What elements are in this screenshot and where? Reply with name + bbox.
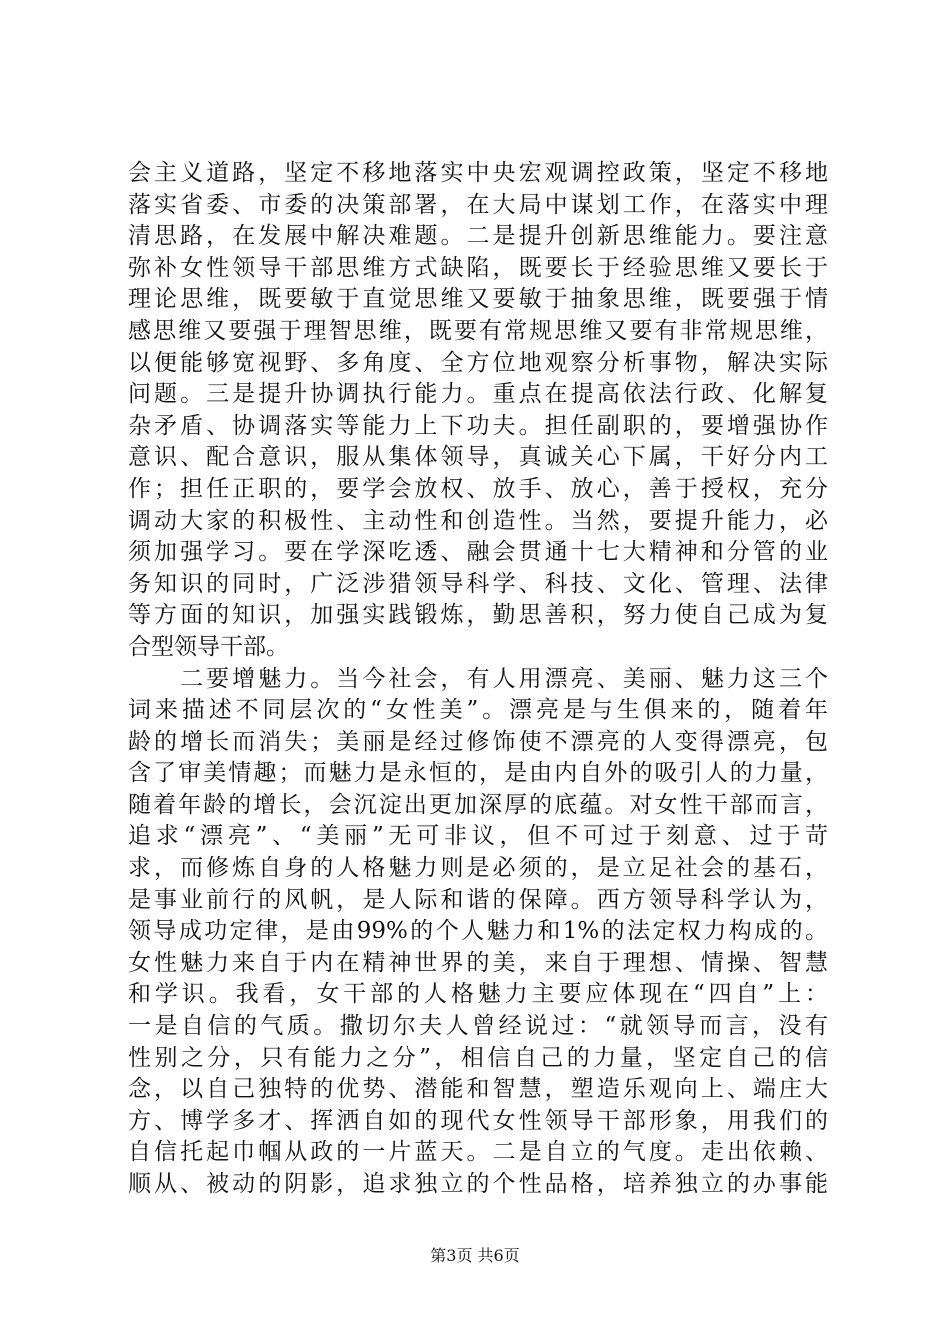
text-line: 顺从、被动的阴影，追求独立的个性品格，培养独立的办事能 (128, 1171, 828, 1197)
page-number-label: 第3页 共6页 (430, 1246, 520, 1265)
text-line: 一是自信的气质。撒切尔夫人曾经说过：“就领导而言，没有 (128, 1013, 828, 1040)
text-line: 清思路，在发展中解决难题。二是提升创新思维能力。要注意 (128, 223, 828, 250)
text-line: 领导成功定律，是由99%的个人魅力和1%的法定权力构成的。 (128, 918, 828, 945)
text-line: 落实省委、市委的决策部署，在大局中谋划工作，在落实中理 (128, 191, 828, 218)
text-line: 含了审美情趣；而魅力是永恒的，是由内自外的吸引人的力量， (128, 760, 828, 787)
paragraph (128, 158, 828, 664)
text-line: 调动大家的积极性、主动性和创造性。当然，要提升能力，必 (128, 507, 828, 534)
text-line: 龄的增长而消失；美丽是经过修饰使不漂亮的人变得漂亮，包 (128, 728, 828, 755)
text-line: 杂矛盾、协调落实等能力上下功夫。担任副职的，要增强协作 (128, 412, 828, 439)
text-line: 自信托起巾帼从政的一片蓝天。二是自立的气度。走出依赖、 (128, 1139, 828, 1166)
text-line: 二要增魅力。当今社会，有人用漂亮、美丽、魅力这三个 (128, 665, 828, 692)
text-line: 须加强学习。要在学深吃透、融会贯通十七大精神和分管的业 (128, 539, 828, 566)
text-line: 弥补女性领导干部思维方式缺陷，既要长于经验思维又要长于 (128, 254, 828, 281)
text-line: 求，而修炼自身的人格魅力则是必须的，是立足社会的基石， (128, 855, 828, 882)
text-line: 和学识。我看，女干部的人格魅力主要应体现在“四自”上： (128, 981, 828, 1008)
text-line: 等方面的知识，加强实践锻炼，勤思善积，努力使自己成为复 (128, 602, 828, 629)
text-line: 务知识的同时，广泛涉猎领导科学、科技、文化、管理、法律 (128, 570, 828, 597)
text-line: 合型领导干部。 (128, 633, 289, 660)
text-line: 方、博学多才、挥洒自如的现代女性领导干部形象，用我们的 (128, 1107, 828, 1134)
text-line: 是事业前行的风帆，是人际和谐的保障。西方领导科学认为， (128, 886, 828, 913)
text-line: 理论思维，既要敏于直觉思维又要敏于抽象思维，既要强于情 (128, 286, 828, 313)
text-line: 会主义道路，坚定不移地落实中央宏观调控政策，坚定不移地 (128, 160, 828, 186)
text-line: 词来描述不同层次的“女性美”。漂亮是与生俱来的，随着年 (128, 697, 828, 724)
text-line: 问题。三是提升协调执行能力。重点在提高依法行政、化解复 (128, 381, 828, 408)
document-body (128, 158, 828, 1201)
text-line: 性别之分，只有能力之分”，相信自己的力量，坚定自己的信 (128, 1044, 828, 1071)
text-line: 念，以自己独特的优势、潜能和智慧，塑造乐观向上、端庄大 (128, 1076, 828, 1103)
text-line: 追求“漂亮”、“美丽”无可非议，但不可过于刻意、过于苛 (128, 823, 828, 850)
text-line: 作；担任正职的，要学会放权、放手、放心，善于授权，充分 (128, 475, 828, 502)
text-line: 随着年龄的增长，会沉淀出更加深厚的底蕴。对女性干部而言， (128, 791, 828, 818)
paragraph (128, 664, 828, 1201)
text-line: 女性魅力来自于内在精神世界的美，来自于理想、情操、智慧 (128, 949, 828, 976)
text-line: 感思维又要强于理智思维，既要有常规思维又要有非常规思维， (128, 317, 828, 344)
text-line: 以便能够宽视野、多角度、全方位地观察分析事物，解决实际 (128, 349, 828, 376)
page-footer (0, 1243, 950, 1266)
text-line: 意识、配合意识，服从集体领导，真诚关心下属，干好分内工 (128, 444, 828, 471)
